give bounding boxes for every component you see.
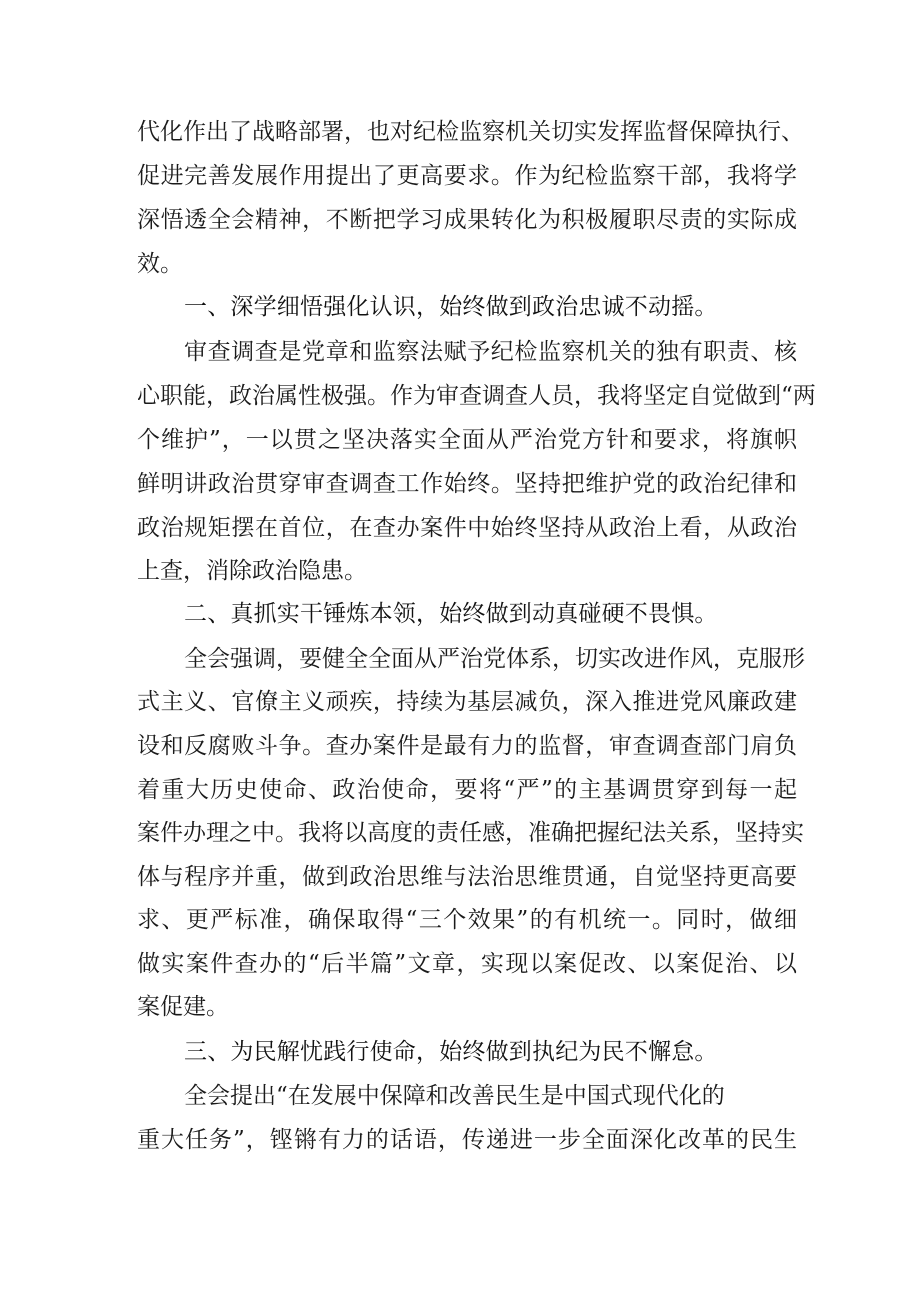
section-heading-1: 一、深学细悟强化认识，始终做到政治忠诚不动摇。 <box>184 294 718 320</box>
body-text-line: 深悟透全会精神，不断把学习成果转化为积极履职尽责的实际成 <box>137 207 797 233</box>
body-text-line: 做实案件查办的“后半篇”文章，实现以案促改、以案促治、以 <box>137 951 797 977</box>
body-text-line: 心职能，政治属性极强。作为审查调查人员，我将坚定自觉做到“两 <box>137 383 816 409</box>
body-text-line: 案促建。 <box>137 994 229 1020</box>
body-text-line: 体与程序并重，做到政治思维与法治思维贯通，自觉坚持更高要 <box>137 864 797 890</box>
body-text-line: 审查调查是党章和监察法赋予纪检监察机关的独有职责、核 <box>184 339 797 365</box>
body-text-line: 鲜明讲政治贯穿审查调查工作始终。坚持把维护党的政治纪律和 <box>137 471 797 497</box>
body-text-line: 上查，消除政治隐患。 <box>137 558 367 584</box>
body-text-line: 全会强调，要健全全面从严治党体系，切实改进作风，克服形 <box>184 646 805 672</box>
body-text-line: 代化作出了战略部署，也对纪检监察机关切实发挥监督保障执行、 <box>137 119 804 145</box>
body-text-line: 着重大历史使命、政治使命，要将“严”的主基调贯穿到每一起 <box>137 777 797 803</box>
section-heading-2: 二、真抓实干锤炼本领，始终做到动真碰硬不畏惧。 <box>184 601 718 627</box>
body-text-line: 政治规矩摆在首位，在查办案件中始终坚持从政治上看，从政治 <box>137 515 797 541</box>
body-text-line: 促进完善发展作用提出了更高要求。作为纪检监察干部，我将学 <box>137 163 797 189</box>
body-text-line: 个维护”，一以贯之坚决落实全面从严治党方针和要求，将旗帜 <box>137 427 797 453</box>
body-text-line: 设和反腐败斗争。查办案件是最有力的监督，审查调查部门肩负 <box>137 733 797 759</box>
body-text-line: 案件办理之中。我将以高度的责任感，准确把握纪法关系，坚持实 <box>137 820 804 846</box>
body-text-line: 重大任务”，铿锵有力的话语，传递进一步全面深化改革的民生 <box>137 1127 797 1153</box>
body-text-line: 求、更严标准，确保取得“三个效果”的有机统一。同时，做细 <box>137 907 797 933</box>
body-text-line: 式主义、官僚主义顽疾，持续为基层减负，深入推进党风廉政建 <box>137 689 797 715</box>
section-heading-3: 三、为民解忧践行使命，始终做到执纪为民不懈怠。 <box>184 1039 718 1065</box>
body-text-line: 全会提出“在发展中保障和改善民生是中国式现代化的 <box>184 1083 725 1109</box>
body-text-line: 效。 <box>137 251 183 277</box>
